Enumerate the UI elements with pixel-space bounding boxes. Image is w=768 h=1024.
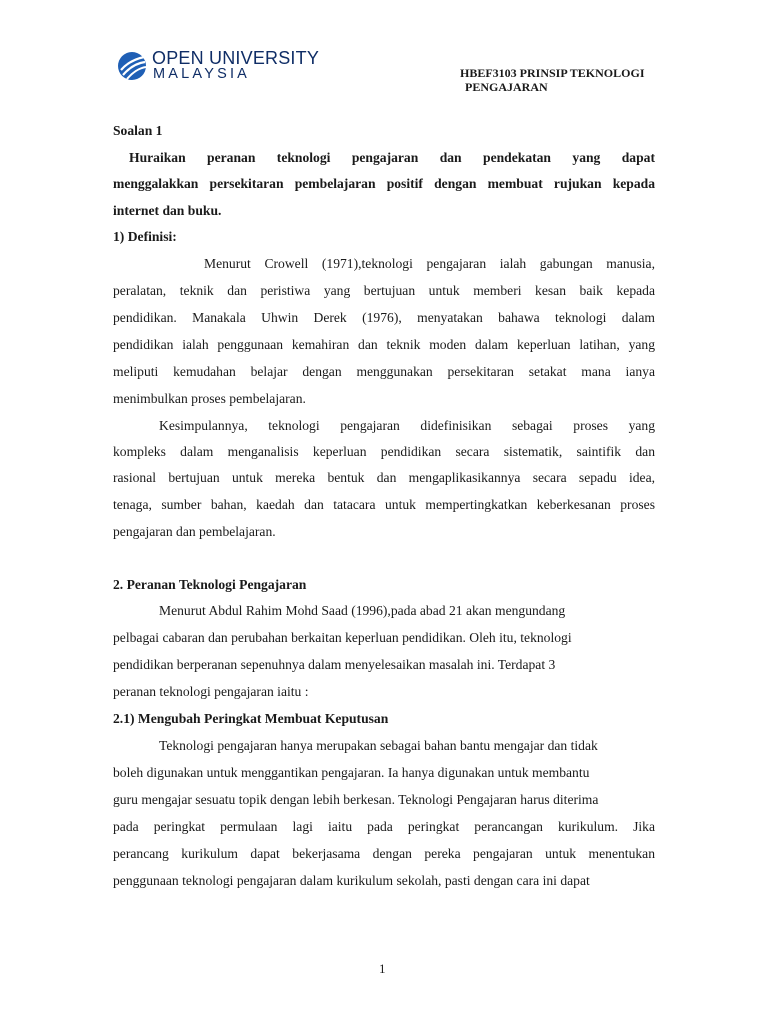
paragraph-line: rasional bertujuan untuk mereka bentuk dan mengaplikasikannya secara sepadu idea, bbox=[113, 470, 655, 485]
paragraph-line: pada peringkat permulaan lagi iaitu pada peringkat perancangan kurikulum. Jika bbox=[113, 819, 655, 834]
course-name-line: PENGAJARAN bbox=[465, 80, 548, 94]
paragraph-line: boleh digunakan untuk menggantikan pengajaran. Ia hanya digunakan untuk membantu bbox=[113, 765, 590, 780]
paragraph-line: tenaga, sumber bahan, kaedah dan tatacara untuk mempertingkatkan keberkesanan proses bbox=[113, 497, 655, 512]
logo-text-line1: OPEN UNIVERSITY bbox=[152, 48, 320, 68]
paragraph-line: meliputi kemudahan belajar dengan menggunakan persekitaran setakat mana ianya bbox=[113, 364, 655, 379]
paragraph-line: Menurut Crowell (1971),teknologi pengajaran ialah gabungan manusia, bbox=[204, 256, 655, 271]
page-number: 1 bbox=[379, 961, 386, 976]
globe-icon bbox=[117, 51, 147, 81]
university-logo bbox=[117, 48, 320, 88]
question-text-line: Huraikan peranan teknologi pengajaran dan pendekatan yang dapat bbox=[129, 150, 655, 165]
paragraph-line: Teknologi pengajaran hanya merupakan sebagai bahan bantu mengajar dan tidak bbox=[159, 738, 598, 753]
course-code-line: HBEF3103 PRINSIP TEKNOLOGI bbox=[460, 66, 645, 80]
logo-text-line2: MALAYSIA bbox=[153, 66, 251, 82]
section-heading-roles: 2. Peranan Teknologi Pengajaran bbox=[113, 577, 307, 592]
subsection-heading: 2.1) Mengubah Peringkat Membuat Keputusan bbox=[113, 711, 389, 726]
question-text-line: menggalakkan persekitaran pembelajaran positif dengan membuat rujukan kepada bbox=[113, 176, 655, 191]
paragraph-line: guru mengajar sesuatu topik dengan lebih berkesan. Teknologi Pengajaran harus diterima bbox=[113, 792, 599, 807]
paragraph-line: pelbagai cabaran dan perubahan berkaitan keperluan pendidikan. Oleh itu, teknologi bbox=[113, 630, 572, 645]
paragraph-line: pendidikan berperanan sepenuhnya dalam menyelesaikan masalah ini. Terdapat 3 bbox=[113, 657, 556, 672]
paragraph-line: perancang kurikulum dapat bekerjasama dengan pereka pengajaran untuk menentukan bbox=[113, 846, 655, 861]
paragraph-line: penggunaan teknologi pengajaran dalam kurikulum sekolah, pasti dengan cara ini dapat bbox=[113, 873, 590, 888]
paragraph-line: Menurut Abdul Rahim Mohd Saad (1996),pada abad 21 akan mengundang bbox=[159, 603, 566, 618]
paragraph-line: pendidikan. Manakala Uhwin Derek (1976), menyatakan bahawa teknologi dalam bbox=[113, 310, 655, 325]
paragraph-line: menimbulkan proses pembelajaran. bbox=[113, 391, 306, 406]
question-heading: Soalan 1 bbox=[113, 123, 163, 138]
paragraph-line: kompleks dalam menganalisis keperluan pendidikan secara sistematik, saintifik dan bbox=[113, 444, 655, 459]
paragraph-line: peralatan, teknik dan peristiwa yang bertujuan untuk memberi kesan baik kepada bbox=[113, 283, 655, 298]
section-heading-definition: 1) Definisi: bbox=[113, 229, 177, 244]
question-text-line: internet dan buku. bbox=[113, 203, 222, 218]
paragraph-line: pendidikan ialah penggunaan kemahiran dan teknik moden dalam keperluan latihan, yang bbox=[113, 337, 655, 352]
paragraph-line: peranan teknologi pengajaran iaitu : bbox=[113, 684, 309, 699]
course-title bbox=[460, 66, 644, 94]
paragraph-line: Kesimpulannya, teknologi pengajaran didefinisikan sebagai proses yang bbox=[159, 418, 655, 433]
paragraph-line: pengajaran dan pembelajaran. bbox=[113, 524, 276, 539]
